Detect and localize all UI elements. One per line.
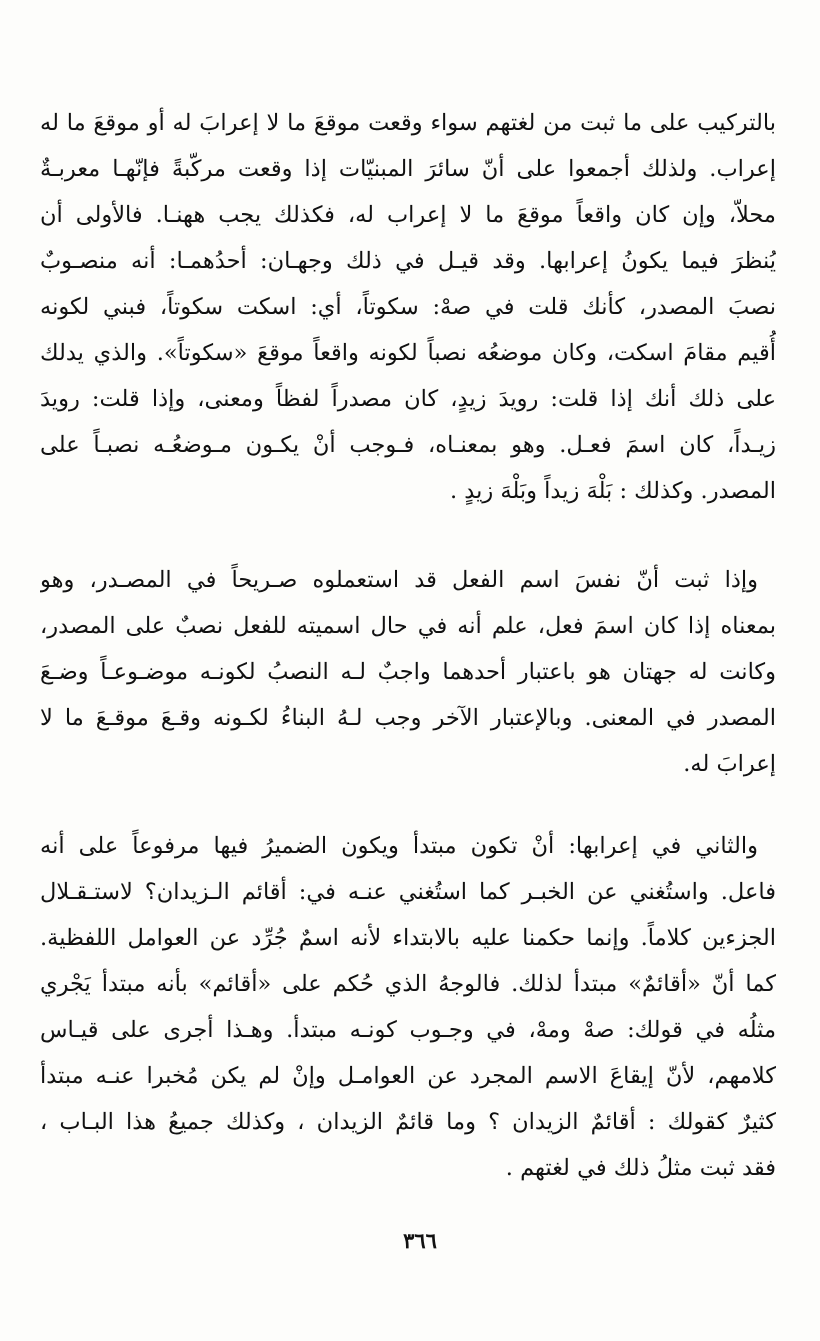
text-line: مثلُه في قولك: صهْ ومهْ، في وجـوب كونـه مبتدأ. وهـذا أجرى على قيـاس (40, 1017, 776, 1043)
text-line: يُنظرَ فيما يكونُ إعرابها. وقد قيـل في ذلك وجهـان: أحدُهمـا: أنه منصـوبٌ (40, 248, 776, 274)
text-line: المصدر. وكذلك : بَلْهَ زيداً وبَلْهَ زيدٍ . (450, 478, 776, 504)
text-line: كثيرٌ كقولك : أقائمٌ الزيدان ؟ وما قائمٌ الزيدان ، وكذلك جميعُ هذا البـاب ، (40, 1109, 776, 1135)
text-line: إعرابَ له. (683, 751, 776, 777)
text-line: كما أنّ «أقائمٌ» مبتدأ لذلك. فالوجهُ الذي حُكم على «أقائم» بأنه مبتدأ يَجْري (40, 971, 776, 997)
text-line: بمعناه إذا كان اسمَ فعل، علم أنه في حال اسميته للفعل نصبٌ على المصدر، (40, 613, 776, 639)
paragraph-1 (40, 100, 776, 514)
text-line: إعراب. ولذلك أجمعوا على أنّ سائرَ المبنيّات إذا وقعت مركّبةً فإنّهـا معربـةٌ (40, 156, 776, 182)
text-line: بالتركيب على ما ثبت من لغتهم سواء وقعت موقعَ ما لا إعرابَ له أو موقعَ ما له (40, 110, 776, 136)
text-line: فقد ثبت مثلُ ذلك في لغتهم . (505, 1155, 776, 1181)
text-line: وإذا ثبت أنّ نفسَ اسم الفعل قد استعملوه صـريحاً في المصـدر، وهو (40, 567, 758, 593)
text-line: أُقيم مقامَ اسكت، وكان موضعُه نصباً لكونه واقعاً موقعَ «سكوتاً». والذي يدلك (40, 340, 776, 366)
text-line: فاعل. واستُغني عن الخبـر كما استُغني عنـه في: أقائم الـزيدان؟ لاستـقـلال (40, 879, 776, 905)
text-line: المصدر في المعنى. وبالإعتبار الآخر وجب لـهُ البناءُ لكـونه وقـعَ موقـعَ ما لا (40, 705, 776, 731)
text-line: الجزءين كلاماً. وإنما حكمنا عليه بالابتداء لأنه اسمٌ جُرِّد عن العوامل اللفظية. (40, 925, 776, 951)
paragraph-2 (40, 557, 776, 787)
paragraph-3 (40, 823, 776, 1191)
text-line: وكانت له جهتان هو باعتبار أحدهما واجبٌ لـه النصبُ لكونـه موضـوعـاً وضـعَ (40, 659, 776, 685)
text-line: على ذلك أنك إذا قلت: رويدَ زيدٍ، كان مصدراً لفظاً ومعنى، وإذا قلت: رويدَ (40, 386, 776, 412)
text-line: كلامهم، لأنّ إيقاعَ الاسم المجرد عن العوامـل وإنْ لم يكن مُخبرا عنـه مبتدأ (40, 1063, 776, 1089)
text-line: نصبَ المصدر، كأنك قلت في صهْ: سكوتاً، أي: اسكت سكوتاً، فبني لكونه (40, 294, 776, 320)
page-number: ٣٦٦ (403, 1228, 437, 1253)
text-line: محلاّ، وإن كان واقعاً موقعَ ما لا إعراب له، فكذلك يجب ههنـا. فالأولى أن (40, 202, 776, 228)
text-line: والثاني في إعرابها: أنْ تكون مبتدأ ويكون الضميرُ فيها مرفوعاً على أنه (40, 833, 758, 859)
text-line: زيـداً، كان اسمَ فعـل. وهو بمعنـاه، فـوجب أنْ يكـون مـوضعُـه نصبـاً على (40, 432, 776, 458)
